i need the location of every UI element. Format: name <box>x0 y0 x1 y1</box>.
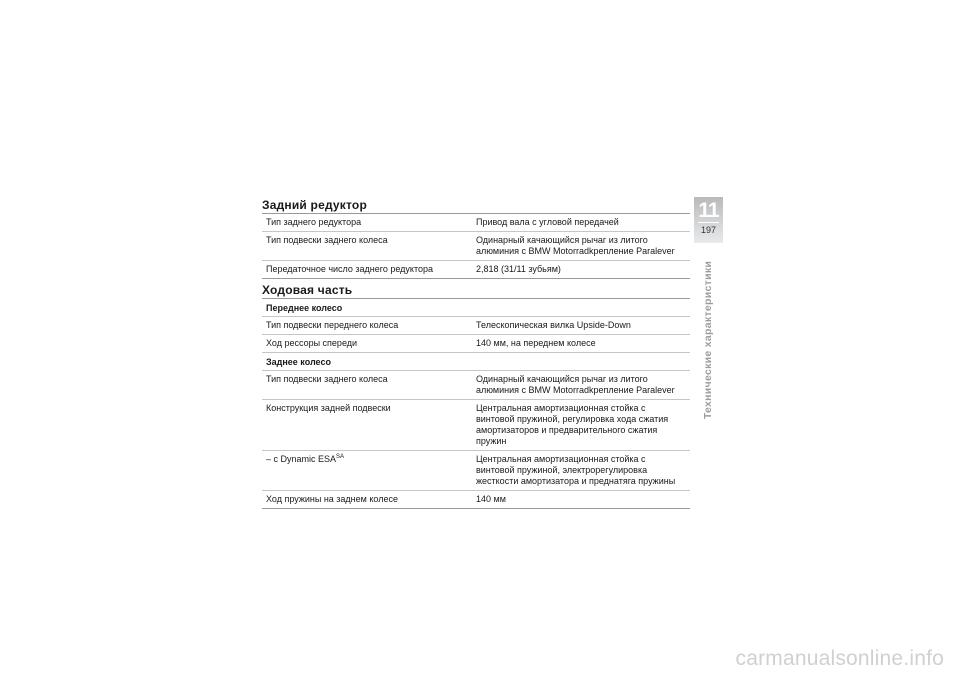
spec-value: Одинарный качающийся рычаг из литого алюминия с BMW Motorradkрепление Paralever <box>470 232 690 261</box>
chapter-number: 11 <box>698 199 719 222</box>
chapter-divider <box>698 222 719 223</box>
spec-value: 140 мм <box>470 491 690 509</box>
table-row <box>262 335 690 353</box>
spec-value: 2,818 (31/11 зубьям) <box>470 261 690 279</box>
page-number: 197 <box>700 225 717 235</box>
table-row <box>262 317 690 335</box>
spec-label-text: – с Dynamic ESA <box>266 454 337 464</box>
table-row <box>262 400 690 451</box>
subheading-label: Заднее колесо <box>262 353 690 371</box>
table-row <box>262 451 690 491</box>
spec-label: Тип заднего редуктора <box>262 214 470 232</box>
spec-label: Ход пружины на заднем колесе <box>262 491 470 509</box>
spec-value: Центральная амортизационная стойка с винтовой пружиной, регулировка хода сжатия амортизаторов и предварительного сжатия пружин <box>470 400 690 451</box>
spec-value: Одинарный качающийся рычаг из литого алюминия с BMW Motorradkрепление Paralever <box>470 371 690 400</box>
rear-drive-table <box>262 213 690 279</box>
spec-value: Телескопическая вилка Upside-Down <box>470 317 690 335</box>
chapter-side-title: Технические характеристики <box>702 260 714 420</box>
spec-label: Тип подвески переднего колеса <box>262 317 470 335</box>
watermark: carmanualsonline.info <box>735 647 944 670</box>
spec-label: Тип подвески заднего колеса <box>262 371 470 400</box>
chassis-table <box>262 298 690 509</box>
chapter-tab <box>694 197 723 243</box>
option-superscript: SA <box>336 454 345 460</box>
table-row <box>262 371 690 400</box>
spec-label: Тип подвески заднего колеса <box>262 232 470 261</box>
table-row <box>262 214 690 232</box>
spec-label: Ход рессоры спереди <box>262 335 470 353</box>
spec-value: Привод вала с угловой передачей <box>470 214 690 232</box>
spec-value: 140 мм, на переднем колесе <box>470 335 690 353</box>
spec-value: Центральная амортизационная стойка с винтовой пружиной, электрорегулировка жесткости амортизатора и преднатяга пружины <box>470 451 690 491</box>
section-title-rear-drive: Задний редуктор <box>262 198 367 212</box>
table-row <box>262 232 690 261</box>
spec-label: Конструкция задней подвески <box>262 400 470 451</box>
subheading-front-wheel <box>262 299 690 317</box>
section-title-chassis: Ходовая часть <box>262 283 353 297</box>
table-row <box>262 261 690 279</box>
subheading-label: Переднее колесо <box>262 299 690 317</box>
spec-label: Передаточное число заднего редуктора <box>262 261 470 279</box>
spec-label <box>262 451 470 491</box>
table-row <box>262 491 690 509</box>
subheading-rear-wheel <box>262 353 690 371</box>
